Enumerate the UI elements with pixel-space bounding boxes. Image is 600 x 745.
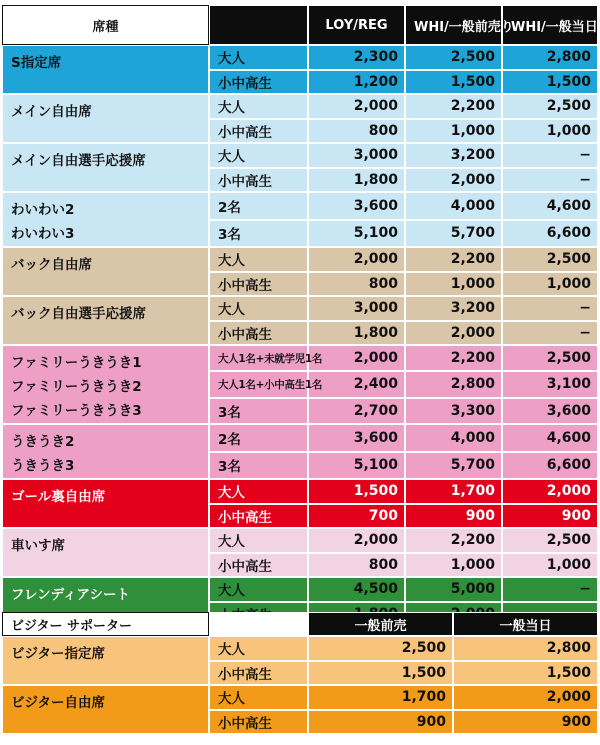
seat-category-name: ビジター指定席	[11, 646, 105, 662]
price-cell: 1,000	[405, 272, 502, 297]
price-cell: −	[502, 296, 598, 321]
seat-category-name: うきうき2	[11, 434, 75, 450]
seat-category-name: ビジター自由席	[11, 695, 105, 711]
price-row	[2, 247, 598, 272]
price-cell: 2,800	[453, 636, 598, 661]
ticket-type-label: 大人	[209, 94, 308, 119]
seat-category	[2, 479, 209, 528]
ticket-type-label: 大人	[209, 479, 308, 504]
price-cell: 4,600	[502, 192, 598, 220]
price-cell: 800	[308, 553, 405, 578]
price-cell: 1,500	[453, 661, 598, 686]
price-cell: 2,200	[405, 528, 502, 553]
price-cell: 3,100	[502, 371, 598, 397]
price-cell: 1,500	[308, 479, 405, 504]
price-row	[2, 192, 598, 220]
price-cell: 2,000	[308, 94, 405, 119]
price-row	[2, 685, 598, 710]
price-cell: 900	[308, 710, 453, 735]
ticket-type-label: 大人	[209, 247, 308, 272]
price-row	[2, 528, 598, 553]
price-cell: 6,600	[502, 452, 598, 480]
visitor-price-table	[2, 612, 598, 734]
seat-category	[2, 345, 209, 424]
price-cell: 1,000	[502, 553, 598, 578]
price-cell: 2,000	[308, 528, 405, 553]
ticket-type-label: 小中高生	[209, 119, 308, 144]
header-blank	[209, 5, 308, 45]
seat-category-name: ファミリーうきうき3	[11, 403, 142, 419]
ticket-type-label: 大人1名+未就学児1名	[209, 345, 308, 371]
price-cell: 1,700	[405, 479, 502, 504]
seat-category	[2, 528, 209, 577]
price-row	[2, 296, 598, 321]
seat-category-name: ファミリーうきうき1	[11, 355, 142, 371]
price-cell: 4,000	[405, 424, 502, 452]
price-cell: 2,800	[502, 45, 598, 70]
seat-category-name: わいわい3	[11, 226, 75, 242]
seat-category-name: バック自由選手応援席	[11, 306, 146, 322]
price-cell: 2,500	[502, 94, 598, 119]
ticket-type-label: 大人	[209, 143, 308, 168]
price-cell: 900	[453, 710, 598, 735]
ticket-type-label: 大人	[209, 636, 308, 661]
seat-category-name: フレンディアシート	[11, 587, 131, 603]
seat-category-name: ファミリーうきうき2	[11, 379, 142, 395]
ticket-type-label: 小中高生	[209, 321, 308, 346]
price-row	[2, 479, 598, 504]
seat-category-name: メイン自由選手応援席	[11, 153, 146, 169]
price-cell: 1,500	[405, 70, 502, 95]
price-cell: 3,300	[405, 398, 502, 424]
price-cell: 3,000	[308, 296, 405, 321]
price-cell: 1,800	[308, 321, 405, 346]
price-cell: 1,000	[405, 119, 502, 144]
price-row	[2, 45, 598, 70]
seat-category	[2, 296, 209, 345]
seat-category	[2, 143, 209, 192]
price-cell: 3,200	[405, 296, 502, 321]
ticket-type-label: 大人	[209, 685, 308, 710]
ticket-type-label: 大人	[209, 45, 308, 70]
seat-category-name: S指定席	[11, 55, 62, 71]
price-cell: 2,000	[405, 168, 502, 193]
price-cell: 1,000	[502, 272, 598, 297]
price-cell: 1,000	[405, 553, 502, 578]
price-cell: 1,800	[308, 168, 405, 193]
price-cell: 5,700	[405, 220, 502, 248]
seat-category	[2, 192, 209, 247]
seat-type-header: 席種	[2, 5, 209, 45]
price-cell: −	[502, 168, 598, 193]
price-cell: −	[502, 577, 598, 602]
seat-category-name: メイン自由席	[11, 104, 92, 120]
seat-category-name: バック自由席	[11, 257, 92, 273]
ticket-type-label: 小中高生	[209, 710, 308, 735]
price-cell: 3,600	[308, 424, 405, 452]
price-cell: 2,500	[308, 636, 453, 661]
price-cell: 2,800	[405, 371, 502, 397]
price-cell: −	[502, 321, 598, 346]
price-cell: 4,600	[502, 424, 598, 452]
price-cell: 900	[405, 504, 502, 529]
price-cell: 3,600	[308, 192, 405, 220]
price-cell: 3,200	[405, 143, 502, 168]
seat-category	[2, 45, 209, 94]
price-cell: 3,000	[308, 143, 405, 168]
ticket-type-label: 小中高生	[209, 661, 308, 686]
price-cell: 2,700	[308, 398, 405, 424]
price-row	[2, 345, 598, 371]
price-cell: 2,200	[405, 94, 502, 119]
price-cell: 1,700	[308, 685, 453, 710]
price-cell: 5,100	[308, 220, 405, 248]
whi-advance-header: WHI/一般前売り	[405, 5, 502, 45]
ticket-type-label: 小中高生	[209, 553, 308, 578]
main-price-table	[2, 5, 598, 626]
price-cell: 2,500	[502, 345, 598, 371]
price-cell: 1,200	[308, 70, 405, 95]
main-price-table-body	[2, 5, 598, 626]
ticket-type-label: 2名	[209, 192, 308, 220]
price-cell: 2,000	[453, 685, 598, 710]
ticket-type-label: 大人	[209, 577, 308, 602]
price-row	[2, 577, 598, 602]
price-cell: 2,000	[405, 321, 502, 346]
seat-category	[2, 94, 209, 143]
price-cell: 900	[502, 504, 598, 529]
price-cell: 2,300	[308, 45, 405, 70]
price-cell: 2,500	[502, 247, 598, 272]
seat-category	[2, 424, 209, 479]
whi-same-day-header: WHI/一般当日	[502, 5, 598, 45]
price-cell: 5,000	[405, 577, 502, 602]
ticket-type-label: 大人	[209, 528, 308, 553]
price-cell: 800	[308, 272, 405, 297]
price-cell: 2,200	[405, 345, 502, 371]
seat-category	[2, 685, 209, 734]
seat-category-name: 車いす席	[11, 538, 65, 554]
price-cell: 1,500	[308, 661, 453, 686]
header-row	[2, 5, 598, 45]
price-cell: 4,500	[308, 577, 405, 602]
visitor-advance-header: 一般前売	[308, 612, 453, 636]
price-cell: 2,500	[502, 528, 598, 553]
ticket-type-label: 小中高生	[209, 168, 308, 193]
price-cell: 2,200	[405, 247, 502, 272]
seat-category	[2, 636, 209, 685]
price-row	[2, 94, 598, 119]
visitor-header-blank	[209, 612, 308, 636]
price-cell: 3,600	[502, 398, 598, 424]
price-row	[2, 636, 598, 661]
price-cell: 2,500	[405, 45, 502, 70]
visitor-price-table-body	[2, 612, 598, 734]
visitor-same-day-header: 一般当日	[453, 612, 598, 636]
visitor-supporter-header: ビジター サポーター	[2, 612, 209, 636]
seat-category-name: ゴール裏自由席	[11, 489, 106, 505]
seat-category-name: わいわい2	[11, 202, 75, 218]
ticket-type-label: 大人1名+小中高生1名	[209, 371, 308, 397]
ticket-type-label: 小中高生	[209, 272, 308, 297]
price-cell: −	[502, 143, 598, 168]
price-cell: 5,700	[405, 452, 502, 480]
price-cell: 1,000	[502, 119, 598, 144]
price-cell: 2,400	[308, 371, 405, 397]
price-cell: 1,500	[502, 70, 598, 95]
ticket-type-label: 3名	[209, 452, 308, 480]
price-cell: 700	[308, 504, 405, 529]
price-cell: 800	[308, 119, 405, 144]
visitor-header-row	[2, 612, 598, 636]
price-row	[2, 424, 598, 452]
price-cell: 2,000	[308, 247, 405, 272]
ticket-type-label: 3名	[209, 398, 308, 424]
price-cell: 2,000	[502, 479, 598, 504]
ticket-type-label: 小中高生	[209, 504, 308, 529]
seat-category-name: うきうき3	[11, 458, 75, 474]
price-cell: 6,600	[502, 220, 598, 248]
ticket-type-label: 小中高生	[209, 70, 308, 95]
loy-reg-header: LOY/REG	[308, 5, 405, 45]
seat-category	[2, 247, 209, 296]
price-cell: 5,100	[308, 452, 405, 480]
price-row	[2, 143, 598, 168]
price-cell: 4,000	[405, 192, 502, 220]
ticket-type-label: 3名	[209, 220, 308, 248]
ticket-type-label: 2名	[209, 424, 308, 452]
ticket-type-label: 大人	[209, 296, 308, 321]
price-cell: 2,000	[308, 345, 405, 371]
